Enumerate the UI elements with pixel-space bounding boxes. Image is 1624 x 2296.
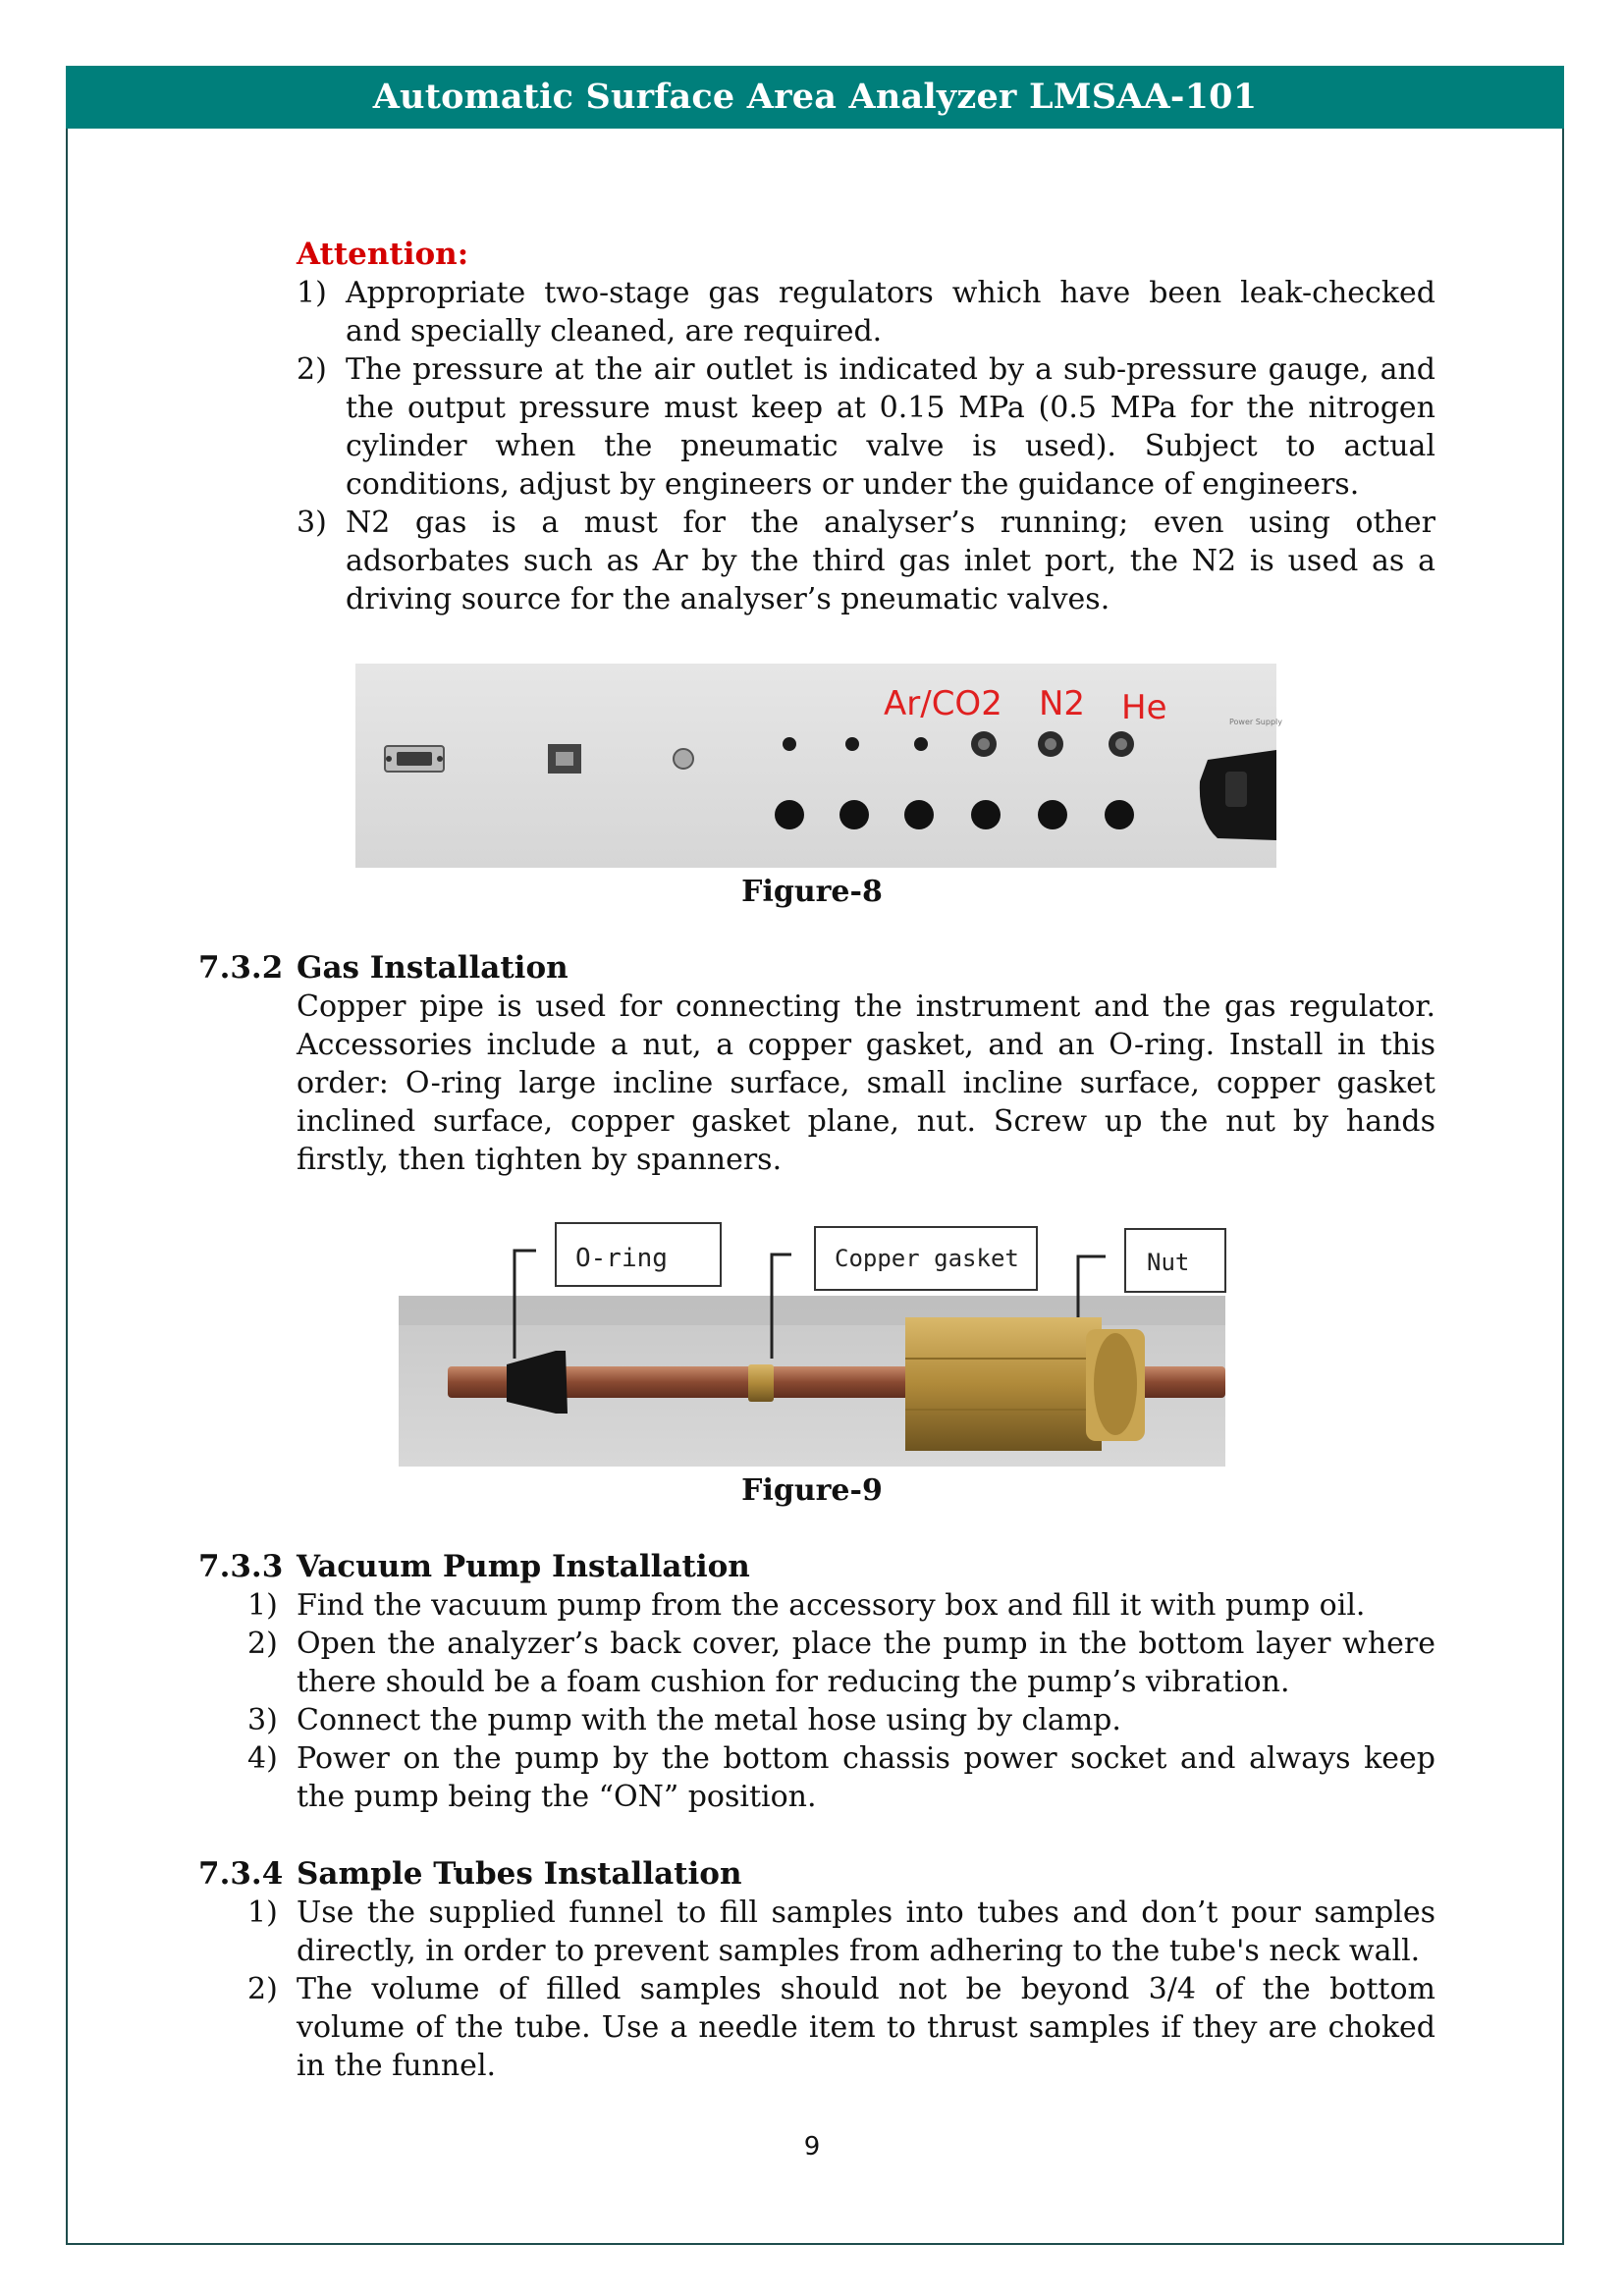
list-number: 2) bbox=[297, 352, 327, 387]
gas-inlet-arco2-icon bbox=[971, 731, 997, 757]
label-copper-gasket: Copper gasket bbox=[835, 1245, 1019, 1272]
list-number: 3) bbox=[297, 506, 327, 540]
list-number: 2) bbox=[247, 1972, 278, 2006]
list-text: Open the analyzer’s back cover, place the pump in the bottom layer where there should be a foam cushion for reducing the pump’s vibration. bbox=[297, 1627, 1435, 1699]
gas-inlet-he-icon bbox=[1109, 731, 1134, 757]
list-text: The pressure at the air outlet is indicated by a sub-pressure gauge, and the output pressure must keep at 0.15 MPa (0.5 MPa for the nitrogen cylinder when the pneumatic valve is used). Subject to actual conditions, adjust by engineers or under the guidance of engineers. bbox=[346, 352, 1435, 502]
gas-installation-body: Copper pipe is used for connecting the instrument and the gas regulator. Accessories include a nut, a copper gasket, and an O-ring. Install in this order: O-ring large incline surface, small incline surface, copper gasket inclined surface, copper gasket plane, nut. Screw up the nut by hands firstly, then tighten by spanners. bbox=[297, 989, 1435, 1177]
power-socket-icon bbox=[1200, 750, 1276, 840]
section-number: 7.3.4 bbox=[198, 1856, 284, 1892]
copper-gasket-icon bbox=[748, 1364, 774, 1402]
section-number: 7.3.2 bbox=[198, 950, 284, 986]
ethernet-port-icon bbox=[548, 744, 581, 774]
attention-label: Attention: bbox=[297, 237, 469, 272]
label-he: He bbox=[1121, 688, 1167, 727]
list-number: 4) bbox=[247, 1741, 278, 1776]
label-nut: Nut bbox=[1147, 1249, 1190, 1276]
list-text: Power on the pump by the bottom chassis power socket and always keep the pump being the “ON” position. bbox=[297, 1741, 1435, 1814]
ground-knob-icon bbox=[674, 749, 693, 769]
serial-port-icon bbox=[385, 746, 444, 772]
list-text: Appropriate two-stage gas regulators which have been leak-checked and specially cleaned, are required. bbox=[346, 276, 1435, 348]
list-text: N2 gas is a must for the analyser’s running; even using other adsorbates such as Ar by the third gas inlet port, the N2 is used as a driving source for the analyser’s pneumatic valves. bbox=[346, 506, 1435, 616]
list-number: 1) bbox=[247, 1896, 278, 1930]
section-number: 7.3.3 bbox=[198, 1549, 284, 1584]
list-number: 3) bbox=[247, 1703, 278, 1737]
figure-9-caption: Figure-9 bbox=[741, 1473, 883, 1508]
document-header: Automatic Surface Area Analyzer LMSAA-101 bbox=[66, 66, 1564, 129]
list-text: Find the vacuum pump from the accessory box and fill it with pump oil. bbox=[297, 1588, 1366, 1623]
section-title: Gas Installation bbox=[297, 950, 568, 986]
figure-8-back-panel-photo bbox=[355, 664, 1282, 868]
label-n2: N2 bbox=[1039, 684, 1086, 723]
page-number: 9 bbox=[803, 2132, 821, 2162]
svg-text:Power Supply: Power Supply bbox=[1229, 718, 1282, 726]
list-text: Use the supplied funnel to fill samples into tubes and don’t pour samples directly, in order to prevent samples from adhering to the tube's neck wall. bbox=[297, 1896, 1435, 1968]
list-number: 1) bbox=[297, 276, 327, 310]
label-o-ring: O-ring bbox=[575, 1244, 668, 1273]
list-number: 2) bbox=[247, 1627, 278, 1661]
gas-inlet-n2-icon bbox=[1038, 731, 1063, 757]
section-title: Vacuum Pump Installation bbox=[297, 1549, 750, 1584]
list-number: 1) bbox=[247, 1588, 278, 1623]
nut-icon bbox=[905, 1317, 1145, 1451]
section-title: Sample Tubes Installation bbox=[297, 1856, 742, 1892]
list-text: The volume of filled samples should not be beyond 3/4 of the bottom volume of the tube. Use a needle item to thrust samples if they are choked in the funnel. bbox=[297, 1972, 1435, 2083]
figure-8-caption: Figure-8 bbox=[741, 875, 883, 909]
label-arco2: Ar/CO2 bbox=[884, 684, 1002, 723]
figure-9-fittings-photo bbox=[399, 1221, 1225, 1467]
list-text: Connect the pump with the metal hose using by clamp. bbox=[297, 1703, 1121, 1737]
